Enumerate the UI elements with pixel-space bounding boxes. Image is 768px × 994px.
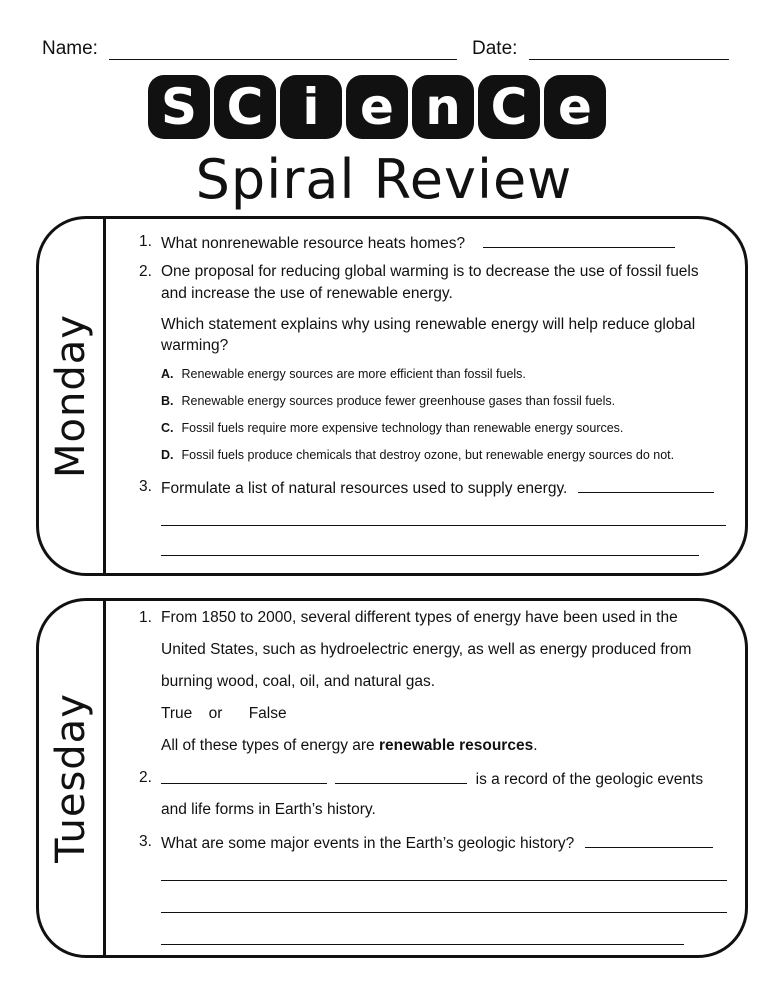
answer-line[interactable] <box>161 866 727 881</box>
title-letter: n <box>412 75 474 139</box>
date-label: Date: <box>472 38 518 59</box>
statement-end: . <box>533 737 538 754</box>
answer-line[interactable] <box>161 541 699 556</box>
question-text <box>161 737 538 755</box>
page-subtitle: Spiral Review <box>195 148 573 211</box>
question-text <box>161 769 703 789</box>
q2-text: is a record of the geologic events <box>475 771 704 788</box>
answer-option[interactable] <box>161 448 674 462</box>
option-letter: D. <box>161 448 174 462</box>
answer-line[interactable] <box>585 833 713 848</box>
question-number: 2. <box>139 263 152 280</box>
answer-line[interactable] <box>483 233 675 248</box>
true-option[interactable]: True <box>161 705 193 722</box>
false-option[interactable]: False <box>248 705 287 722</box>
answer-line[interactable] <box>161 930 684 945</box>
day-label-tuesday: Tuesday <box>48 693 94 863</box>
q3-text: Formulate a list of natural resources used to supply energy. <box>161 480 568 497</box>
tuesday-sidebar <box>39 601 106 955</box>
monday-panel <box>36 216 748 576</box>
title-letter: e <box>346 75 408 139</box>
answer-option[interactable] <box>161 394 615 408</box>
question-number: 1. <box>139 609 152 626</box>
title-letter: S <box>148 75 210 139</box>
statement-text: All of these types of energy are <box>161 737 379 754</box>
question-text: burning wood, coal, oil, and natural gas. <box>161 673 436 690</box>
date-row <box>472 38 729 60</box>
question-text: and life forms in Earth’s history. <box>161 801 376 818</box>
or-label: or <box>208 705 223 722</box>
question-text: One proposal for reducing global warming is to decrease the use of fossil fuels <box>161 263 699 280</box>
answer-line[interactable] <box>335 769 467 784</box>
statement-bold: renewable resources <box>378 737 534 754</box>
question-number: 3. <box>139 478 152 495</box>
title-letter: e <box>544 75 606 139</box>
question-text <box>161 233 675 253</box>
question-text: and increase the use of renewable energy. <box>161 285 453 302</box>
option-text: Renewable energy sources are more efficient than fossil fuels. <box>181 367 526 381</box>
question-text: warming? <box>161 337 229 354</box>
answer-line[interactable] <box>161 511 726 526</box>
question-text <box>161 833 713 853</box>
option-letter: B. <box>161 394 174 408</box>
science-title <box>148 75 606 139</box>
name-field[interactable] <box>109 41 457 60</box>
option-text: Fossil fuels produce chemicals that destroy ozone, but renewable energy sources do not. <box>181 448 675 462</box>
q1-text: What nonrenewable resource heats homes? <box>161 235 466 252</box>
option-text: Fossil fuels require more expensive technology than renewable energy sources. <box>181 421 624 435</box>
date-field[interactable] <box>529 41 729 60</box>
q3-text: What are some major events in the Earth’s geologic history? <box>161 835 575 852</box>
day-label-monday: Monday <box>48 314 94 478</box>
question-text: From 1850 to 2000, several different types of energy have been used in the <box>161 609 678 626</box>
title-letter: i <box>280 75 342 139</box>
question-number: 3. <box>139 833 152 850</box>
answer-option[interactable] <box>161 367 526 381</box>
title-letter: C <box>214 75 276 139</box>
option-text: Renewable energy sources produce fewer greenhouse gases than fossil fuels. <box>181 394 616 408</box>
name-label: Name: <box>42 38 98 59</box>
tuesday-panel <box>36 598 748 958</box>
name-row <box>42 38 457 60</box>
true-false-choice[interactable] <box>161 705 287 723</box>
monday-sidebar <box>39 219 106 573</box>
question-text <box>161 478 714 498</box>
answer-option[interactable] <box>161 421 623 435</box>
answer-line[interactable] <box>161 769 327 784</box>
answer-line[interactable] <box>578 478 714 493</box>
question-text: Which statement explains why using renewable energy will help reduce global <box>161 316 696 333</box>
option-letter: A. <box>161 367 174 381</box>
answer-line[interactable] <box>161 898 727 913</box>
option-letter: C. <box>161 421 174 435</box>
question-number: 2. <box>139 769 152 786</box>
title-letter: C <box>478 75 540 139</box>
question-text: United States, such as hydroelectric energy, as well as energy produced from <box>161 641 692 658</box>
question-number: 1. <box>139 233 152 250</box>
